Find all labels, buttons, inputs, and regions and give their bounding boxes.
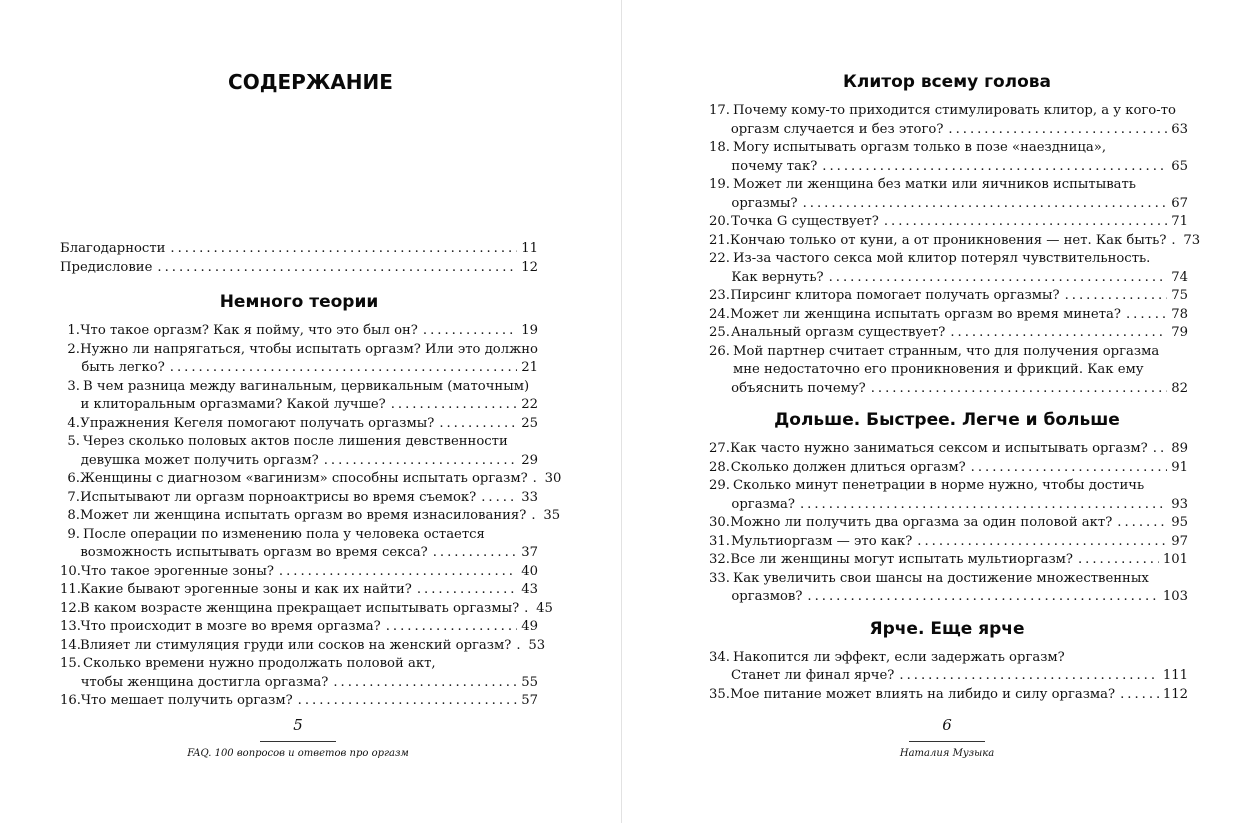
toc-entry[interactable] (60, 489, 538, 508)
toc-entry-label: Почему кому-то приходится стимулировать клитор, а у кого-то (733, 103, 1176, 118)
toc-entry-label: Испытывают ли оргазм порноактрисы во время съемок? (80, 489, 477, 505)
toc-entries (706, 649, 1188, 705)
toc-entry-page: 12 (521, 259, 538, 275)
toc-entry-number: 28. (709, 459, 730, 475)
toc-entry[interactable] (706, 324, 1188, 343)
toc-entry-label: Через сколько половых актов после лишения девственности (83, 434, 508, 449)
toc-entry-label: объяснить почему? (731, 380, 866, 396)
toc-entry-label: После операции по изменению пола у человека остается (83, 526, 485, 542)
toc-entry-page: 78 (1171, 306, 1188, 322)
toc-entry-label: и клиторальным оргазмами? Какой лучше? (80, 397, 386, 412)
toc-entry-page: 25 (521, 415, 538, 431)
toc-entry-number: 21. (709, 232, 730, 248)
toc-entry-label: Из-за частого секса мой клитор потерял чувствительность. (733, 251, 1151, 266)
toc-entry-label: девушка может получить оргазм? (80, 452, 319, 468)
toc-entry-page: 19 (521, 323, 538, 338)
toc-entry[interactable] (60, 618, 538, 637)
leader-dots (800, 496, 1167, 515)
toc-entry-number: 12. (60, 600, 81, 616)
leader-dots (884, 213, 1167, 232)
toc-entry-label: Может ли женщина без матки или яичников испытывать (733, 177, 1136, 192)
toc-entry-label: Может ли женщина испытать оргазм во время изнасилования? (80, 508, 527, 523)
toc-entry-page: 95 (1171, 515, 1188, 530)
toc-entry-label: Благодарности (60, 241, 166, 256)
toc-entry-page: 73 (1183, 232, 1201, 248)
toc-entry[interactable] (706, 139, 1188, 176)
toc-entry-label: Сколько должен длиться оргазм? (730, 459, 966, 475)
toc-entry-page: 67 (1171, 195, 1188, 211)
leader-dots (417, 581, 517, 600)
toc-entry-label: В каком возрасте женщина прекращает испытывать оргазмы? (80, 600, 520, 616)
toc-entry-label: Точка G существует? (731, 214, 879, 229)
toc-entry-label: мне недостаточно его проникновения и фрикций. Как ему (733, 362, 1144, 377)
toc-entry-page: 103 (1162, 589, 1188, 604)
page-number: 6 (942, 716, 952, 734)
toc-entry[interactable] (60, 581, 538, 600)
toc-entry-label: Что такое оргазм? Как я пойму, что это был он? (80, 323, 418, 338)
toc-entry-page: 33 (521, 489, 538, 505)
toc-entry[interactable] (706, 459, 1188, 478)
toc-entry-page: 75 (1171, 288, 1188, 303)
toc-entry-number: 22. (709, 251, 730, 266)
toc-entries (706, 440, 1188, 607)
leader-dots (298, 692, 518, 711)
leader-dots (324, 452, 517, 471)
toc-section (60, 280, 562, 711)
toc-entry[interactable] (60, 378, 538, 415)
toc-entry[interactable] (60, 415, 538, 434)
toc-entry-label: Анальный оргазм существует? (730, 325, 946, 340)
toc-entry-page: 35 (543, 508, 561, 523)
toc-entry-number: 19. (709, 177, 730, 192)
toc-entry[interactable] (706, 440, 1188, 459)
leader-dots (807, 588, 1158, 607)
toc-entries (706, 102, 1201, 398)
footer-rule (909, 741, 985, 742)
leader-dots (1065, 287, 1168, 306)
toc-entry-label: оргазм случается и без этого? (730, 121, 944, 137)
toc-entry[interactable] (60, 600, 553, 619)
toc-entry-label: быть легко? (81, 360, 165, 375)
leader-dots (524, 600, 532, 619)
toc-entry-number: 1. (67, 323, 80, 338)
toc-entry-label: Как часто нужно заниматься сексом и испытывать оргазм? (730, 441, 1148, 456)
toc-entry-number: 14. (60, 637, 81, 653)
toc-entry[interactable] (706, 686, 1188, 705)
toc-entry-label: оргазма? (731, 496, 795, 512)
toc-entry-page: 43 (521, 582, 538, 597)
toc-entry[interactable] (60, 563, 538, 582)
toc-entry[interactable] (60, 341, 538, 378)
leader-dots (439, 415, 517, 434)
toc-entry-page: 37 (521, 545, 538, 560)
toc-entry[interactable] (60, 240, 538, 259)
toc-entry-label: Кончаю только от куни, а от проникновения — нет. Как быть? (730, 232, 1167, 248)
toc-entry-page: 89 (1171, 441, 1188, 456)
leader-dots (1078, 551, 1159, 570)
toc-entry-page: 79 (1171, 325, 1188, 340)
toc-entry[interactable] (60, 526, 538, 563)
leader-dots (871, 380, 1168, 399)
leader-dots (1117, 514, 1167, 533)
toc-entry-number: 32. (709, 552, 730, 567)
toc-entry-number: 27. (709, 441, 730, 456)
leader-dots (531, 507, 539, 526)
toc-entry-number: 9. (67, 526, 80, 542)
toc-entry[interactable] (60, 692, 538, 711)
toc-entry-page: 65 (1171, 158, 1188, 174)
toc-entry-label: Мое питание может влиять на либидо и силу оргазма? (730, 686, 1116, 702)
toc-entry-number: 31. (709, 533, 730, 549)
toc-entry-page: 55 (521, 674, 538, 690)
toc-entry[interactable] (706, 102, 1188, 139)
toc-entry[interactable] (706, 250, 1188, 287)
toc-entry-number: 8. (67, 508, 80, 523)
toc-entry[interactable] (706, 477, 1188, 514)
toc-entry-number: 15. (60, 656, 81, 671)
leader-dots (1126, 306, 1167, 325)
leader-dots (391, 396, 518, 415)
toc-entry-number: 29. (709, 478, 730, 493)
toc-entry-label: Предисловие (60, 259, 153, 275)
toc-entry-label: Сколько времени нужно продолжать половой акт, (83, 656, 436, 671)
toc-entry[interactable] (706, 213, 1188, 232)
toc-entry-label: Все ли женщины могут испытать мультиоргазм? (730, 552, 1073, 567)
toc-entry-label: Нужно ли напрягаться, чтобы испытать оргазм? Или это должно (80, 341, 538, 357)
toc-entry-page: 49 (521, 619, 538, 634)
toc-entry-label: Станет ли финал ярче? (731, 668, 895, 683)
leader-dots (917, 533, 1167, 552)
leader-dots (423, 322, 517, 341)
toc-entry-page: 91 (1171, 459, 1188, 475)
toc-entry-page: 21 (521, 360, 538, 375)
toc-entry-label: Что происходит в мозге во время оргазма? (80, 619, 381, 634)
toc-entry-label: Сколько минут пенетрации в норме нужно, чтобы достичь (733, 478, 1145, 493)
toc-entry-number: 17. (709, 103, 730, 118)
toc-entry-label: оргазмы? (731, 195, 798, 211)
toc-entry[interactable] (706, 232, 1201, 251)
toc-entry-label: Влияет ли стимуляция груди или сосков на женский оргазм? (80, 637, 512, 653)
toc-entry-page: 101 (1162, 552, 1188, 567)
toc-entry-label: Могу испытывать оргазм только в позе «наездница», (733, 140, 1107, 155)
toc-entry-number: 3. (67, 378, 80, 394)
toc-entry[interactable] (706, 514, 1188, 533)
toc-entry[interactable] (706, 570, 1188, 607)
toc-entry-page: 112 (1162, 686, 1188, 702)
leader-dots (822, 158, 1167, 177)
section-title: Дольше. Быстрее. Легче и больше (774, 410, 1120, 430)
toc-entry-label: чтобы женщина достигла оргазма? (80, 674, 329, 690)
leader-dots (1120, 686, 1159, 705)
toc-entry-number: 23. (709, 288, 730, 303)
toc-entry-label: оргазмов? (731, 589, 803, 604)
toc-entry-label: Пирсинг клитора помогает получать оргазмы? (730, 288, 1060, 303)
leader-dots (157, 259, 517, 278)
toc-entry-page: 57 (521, 693, 538, 708)
toc-entry[interactable] (60, 470, 562, 489)
toc-entry-number: 11. (60, 582, 81, 597)
toc-entry-label: возможность испытывать оргазм во время секса? (80, 545, 428, 560)
section-title: Немного теории (219, 292, 379, 312)
toc-entry-label: Мой партнер считает странным, что для получения оргазма (733, 343, 1160, 359)
toc-entry[interactable] (706, 533, 1188, 552)
toc-entry-number: 6. (67, 471, 80, 486)
toc-entry-label: Накопится ли эффект, если задержать оргазм? (733, 649, 1065, 665)
toc-entry-number: 2. (67, 341, 80, 357)
leader-dots (333, 674, 517, 693)
toc-entry-label: В чем разница между вагинальным, цервикальным (маточным) (83, 378, 530, 394)
toc-entry-label: Женщины с диагнозом «вагинизм» способны испытать оргазм? (80, 471, 528, 486)
leader-dots (971, 459, 1168, 478)
toc-entry-label: Как вернуть? (731, 269, 824, 285)
toc-entry-page: 74 (1171, 269, 1188, 285)
toc-entry-page: 63 (1171, 121, 1188, 137)
toc-section (706, 70, 1201, 704)
toc-entry-label: Мультиоргазм — это как? (730, 533, 913, 549)
leader-dots (433, 544, 517, 563)
toc-entry-label: Упражнения Кегеля помогают получать оргазмы? (80, 415, 435, 431)
toc-entry-number: 16. (60, 693, 81, 708)
toc-entry[interactable] (706, 287, 1188, 306)
toc-entry-page: 53 (528, 637, 546, 653)
leader-dots (533, 470, 541, 489)
section-title: Ярче. Еще ярче (869, 618, 1025, 639)
toc-entry-label: Что такое эрогенные зоны? (80, 563, 274, 579)
toc-entry[interactable] (60, 637, 546, 656)
toc-entry[interactable] (706, 551, 1188, 570)
toc-entry-number: 25. (709, 325, 730, 340)
toc-entry-page: 97 (1171, 533, 1188, 549)
toc-entry-number: 30. (709, 515, 730, 530)
leader-dots (481, 489, 517, 508)
toc-entry-label: Как увеличить свои шансы на достижение множественных (733, 570, 1149, 586)
leader-dots (950, 324, 1167, 343)
toc-entry[interactable] (60, 322, 538, 341)
toc-entry-page: 29 (521, 452, 538, 468)
toc-entry[interactable] (706, 343, 1188, 399)
toc-entry-page: 82 (1171, 380, 1188, 396)
toc-entry[interactable] (60, 655, 538, 692)
leader-dots (516, 637, 524, 656)
toc-entry-page: 40 (521, 563, 538, 579)
toc-entry-number: 35. (709, 686, 730, 702)
toc-entry-number: 34. (709, 649, 730, 665)
toc-entry-number: 26. (709, 343, 730, 359)
toc-entry[interactable] (706, 649, 1188, 686)
leader-dots (829, 269, 1168, 288)
page-number: 5 (293, 716, 303, 734)
toc-entry[interactable] (60, 259, 538, 278)
toc-entry-label: Какие бывают эрогенные зоны и как их найти? (80, 582, 412, 597)
toc-entry-number: 20. (709, 214, 730, 229)
leader-dots (803, 195, 1168, 214)
toc-entry-page: 22 (521, 397, 538, 412)
toc-entry-page: 30 (544, 471, 562, 486)
leader-dots (386, 618, 518, 637)
leader-dots (948, 121, 1167, 140)
toc-entry-number: 18. (709, 140, 730, 155)
toc-entry-label: Может ли женщина испытать оргазм во время минета? (730, 306, 1121, 322)
toc-entry-number: 4. (67, 415, 80, 431)
toc-entry-page: 71 (1171, 214, 1188, 229)
toc-entry-page: 93 (1171, 496, 1188, 512)
toc-entry[interactable] (706, 306, 1188, 325)
footer-rule (260, 741, 336, 742)
running-footer: FAQ. 100 вопросов и ответов про оргазм (187, 748, 409, 759)
leader-dots (1171, 232, 1179, 251)
toc-entry-label: Можно ли получить два оргазма за один половой акт? (730, 515, 1113, 530)
toc-entry-number: 13. (60, 619, 81, 634)
section-title: Клитор всему голова (842, 72, 1052, 92)
toc-entry-page: 11 (521, 241, 538, 256)
toc-entry-page: 111 (1162, 668, 1188, 683)
toc-entry-number: 10. (60, 563, 81, 579)
toc-entry-number: 33. (709, 570, 730, 586)
leader-dots (899, 667, 1158, 686)
running-footer: Наталия Музыка (899, 748, 995, 759)
toc-entry-label: Что мешает получить оргазм? (80, 693, 293, 708)
toc-entry[interactable] (60, 507, 561, 526)
toc-entry-number: 24. (709, 306, 730, 322)
toc-entry-page: 45 (536, 600, 553, 616)
toc-entry[interactable] (60, 433, 538, 470)
left-page (0, 0, 622, 823)
page-title: СОДЕРЖАНИЕ (228, 70, 393, 94)
leader-dots (170, 240, 517, 259)
toc-entry-number: 5. (67, 434, 80, 449)
leader-dots (1153, 440, 1167, 459)
leader-dots (170, 359, 517, 378)
toc-entry-number: 7. (67, 489, 80, 505)
toc-entry-label: почему так? (731, 158, 818, 174)
toc-entries (60, 322, 562, 711)
leader-dots (279, 563, 517, 582)
front-matter-list (60, 240, 538, 277)
toc-entry[interactable] (706, 176, 1188, 213)
